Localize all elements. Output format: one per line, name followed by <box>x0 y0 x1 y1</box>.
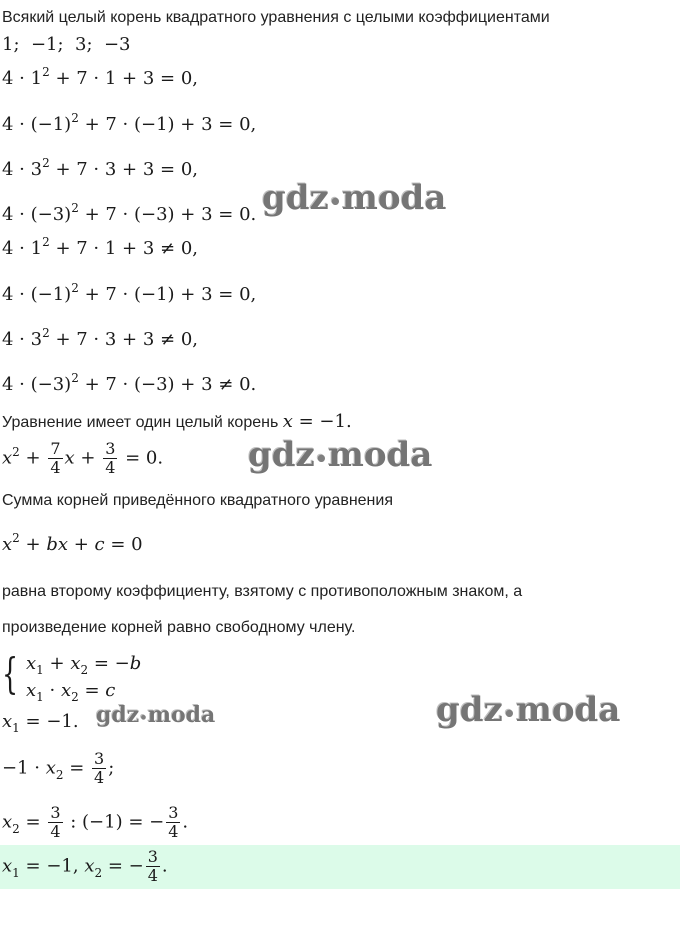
system-brace: { <box>2 649 19 698</box>
fraction-3-4-e: $\frac{3}{4}$ <box>147 847 158 885</box>
one-root-line <box>2 411 352 432</box>
candidate-roots: 1; −1; 3; −3 <box>2 34 131 55</box>
check1-line-3: $4 \cdot 3^2 + 7 \cdot 3 + 3 = 0$, <box>2 156 198 180</box>
general-equation: $x^2$ + bx + c = 0 <box>2 531 143 555</box>
fraction-3-4: $\frac{3}{4}$ <box>105 439 116 477</box>
watermark-logo: gdz•moda <box>248 435 433 475</box>
x2-computation: $x_2$ = $\frac{3}{4}$ : (−1) = − $\frac{3}{4}$ . <box>2 803 189 841</box>
vieta-text-1: равна второму коэффициенту, взятому с противоположным знаком, а <box>2 583 523 600</box>
system-line-2: $x_1 \cdot x_2 = c$ <box>26 680 116 704</box>
check2-line-1: $4 \cdot 1^2 + 7 \cdot 1 + 3 \ne 0$, <box>2 235 198 259</box>
system-line-1: $x_1 + x_2 = -b$ <box>26 653 142 677</box>
one-root-text: Уравнение имеет один целый корень <box>2 414 279 431</box>
check1-line-1: $4 \cdot 1^2 + 7 \cdot 1 + 3 = 0$, <box>2 65 198 89</box>
check2-line-3: $4 \cdot 3^2 + 7 \cdot 3 + 3 \ne 0$, <box>2 326 198 350</box>
x1-value: $x_1 = -1$. <box>2 711 79 735</box>
check2-line-4: $4 \cdot (-3)^2 + 7 \cdot (-3) + 3 \ne 0$. <box>2 371 257 395</box>
fraction-7-4: $\frac{7}{4}$ <box>50 439 61 477</box>
fraction-3-4-d: $\frac{3}{4}$ <box>168 803 179 841</box>
vieta-intro: Сумма корней приведённого квадратного уравнения <box>2 492 393 509</box>
reduced-equation: $x^2$ + $\frac{7}{4}$ x + $\frac{3}{4}$ = 0. <box>2 439 164 477</box>
vieta-text-2: произведение корней равно свободному члену. <box>2 619 356 636</box>
fraction-3-4-b: $\frac{3}{4}$ <box>94 749 105 787</box>
fraction-3-4-c: $\frac{3}{4}$ <box>50 803 61 841</box>
final-answer: $x_1 = -1$, $x_2$ = − $\frac{3}{4}$ . <box>2 847 168 885</box>
product-equation: $-1 \cdot x_2$ = $\frac{3}{4}$ ; <box>2 749 115 787</box>
watermark-logo: gdz•moda <box>96 702 216 728</box>
watermark-logo: gdz•moda <box>262 178 447 218</box>
intro-text: Всякий целый корень квадратного уравнения с целыми коэффициентами <box>2 9 550 26</box>
check1-line-4: $4 \cdot (-3)^2 + 7 \cdot (-3) + 3 = 0$. <box>2 201 257 225</box>
check1-line-2: $4 \cdot (-1)^2 + 7 \cdot (-1) + 3 = 0$, <box>2 111 257 135</box>
watermark-logo: gdz•moda <box>436 690 621 730</box>
check2-line-2: $4 \cdot (-1)^2 + 7 \cdot (-1) + 3 = 0$, <box>2 281 257 305</box>
one-root-math: x = −1. <box>282 411 352 432</box>
